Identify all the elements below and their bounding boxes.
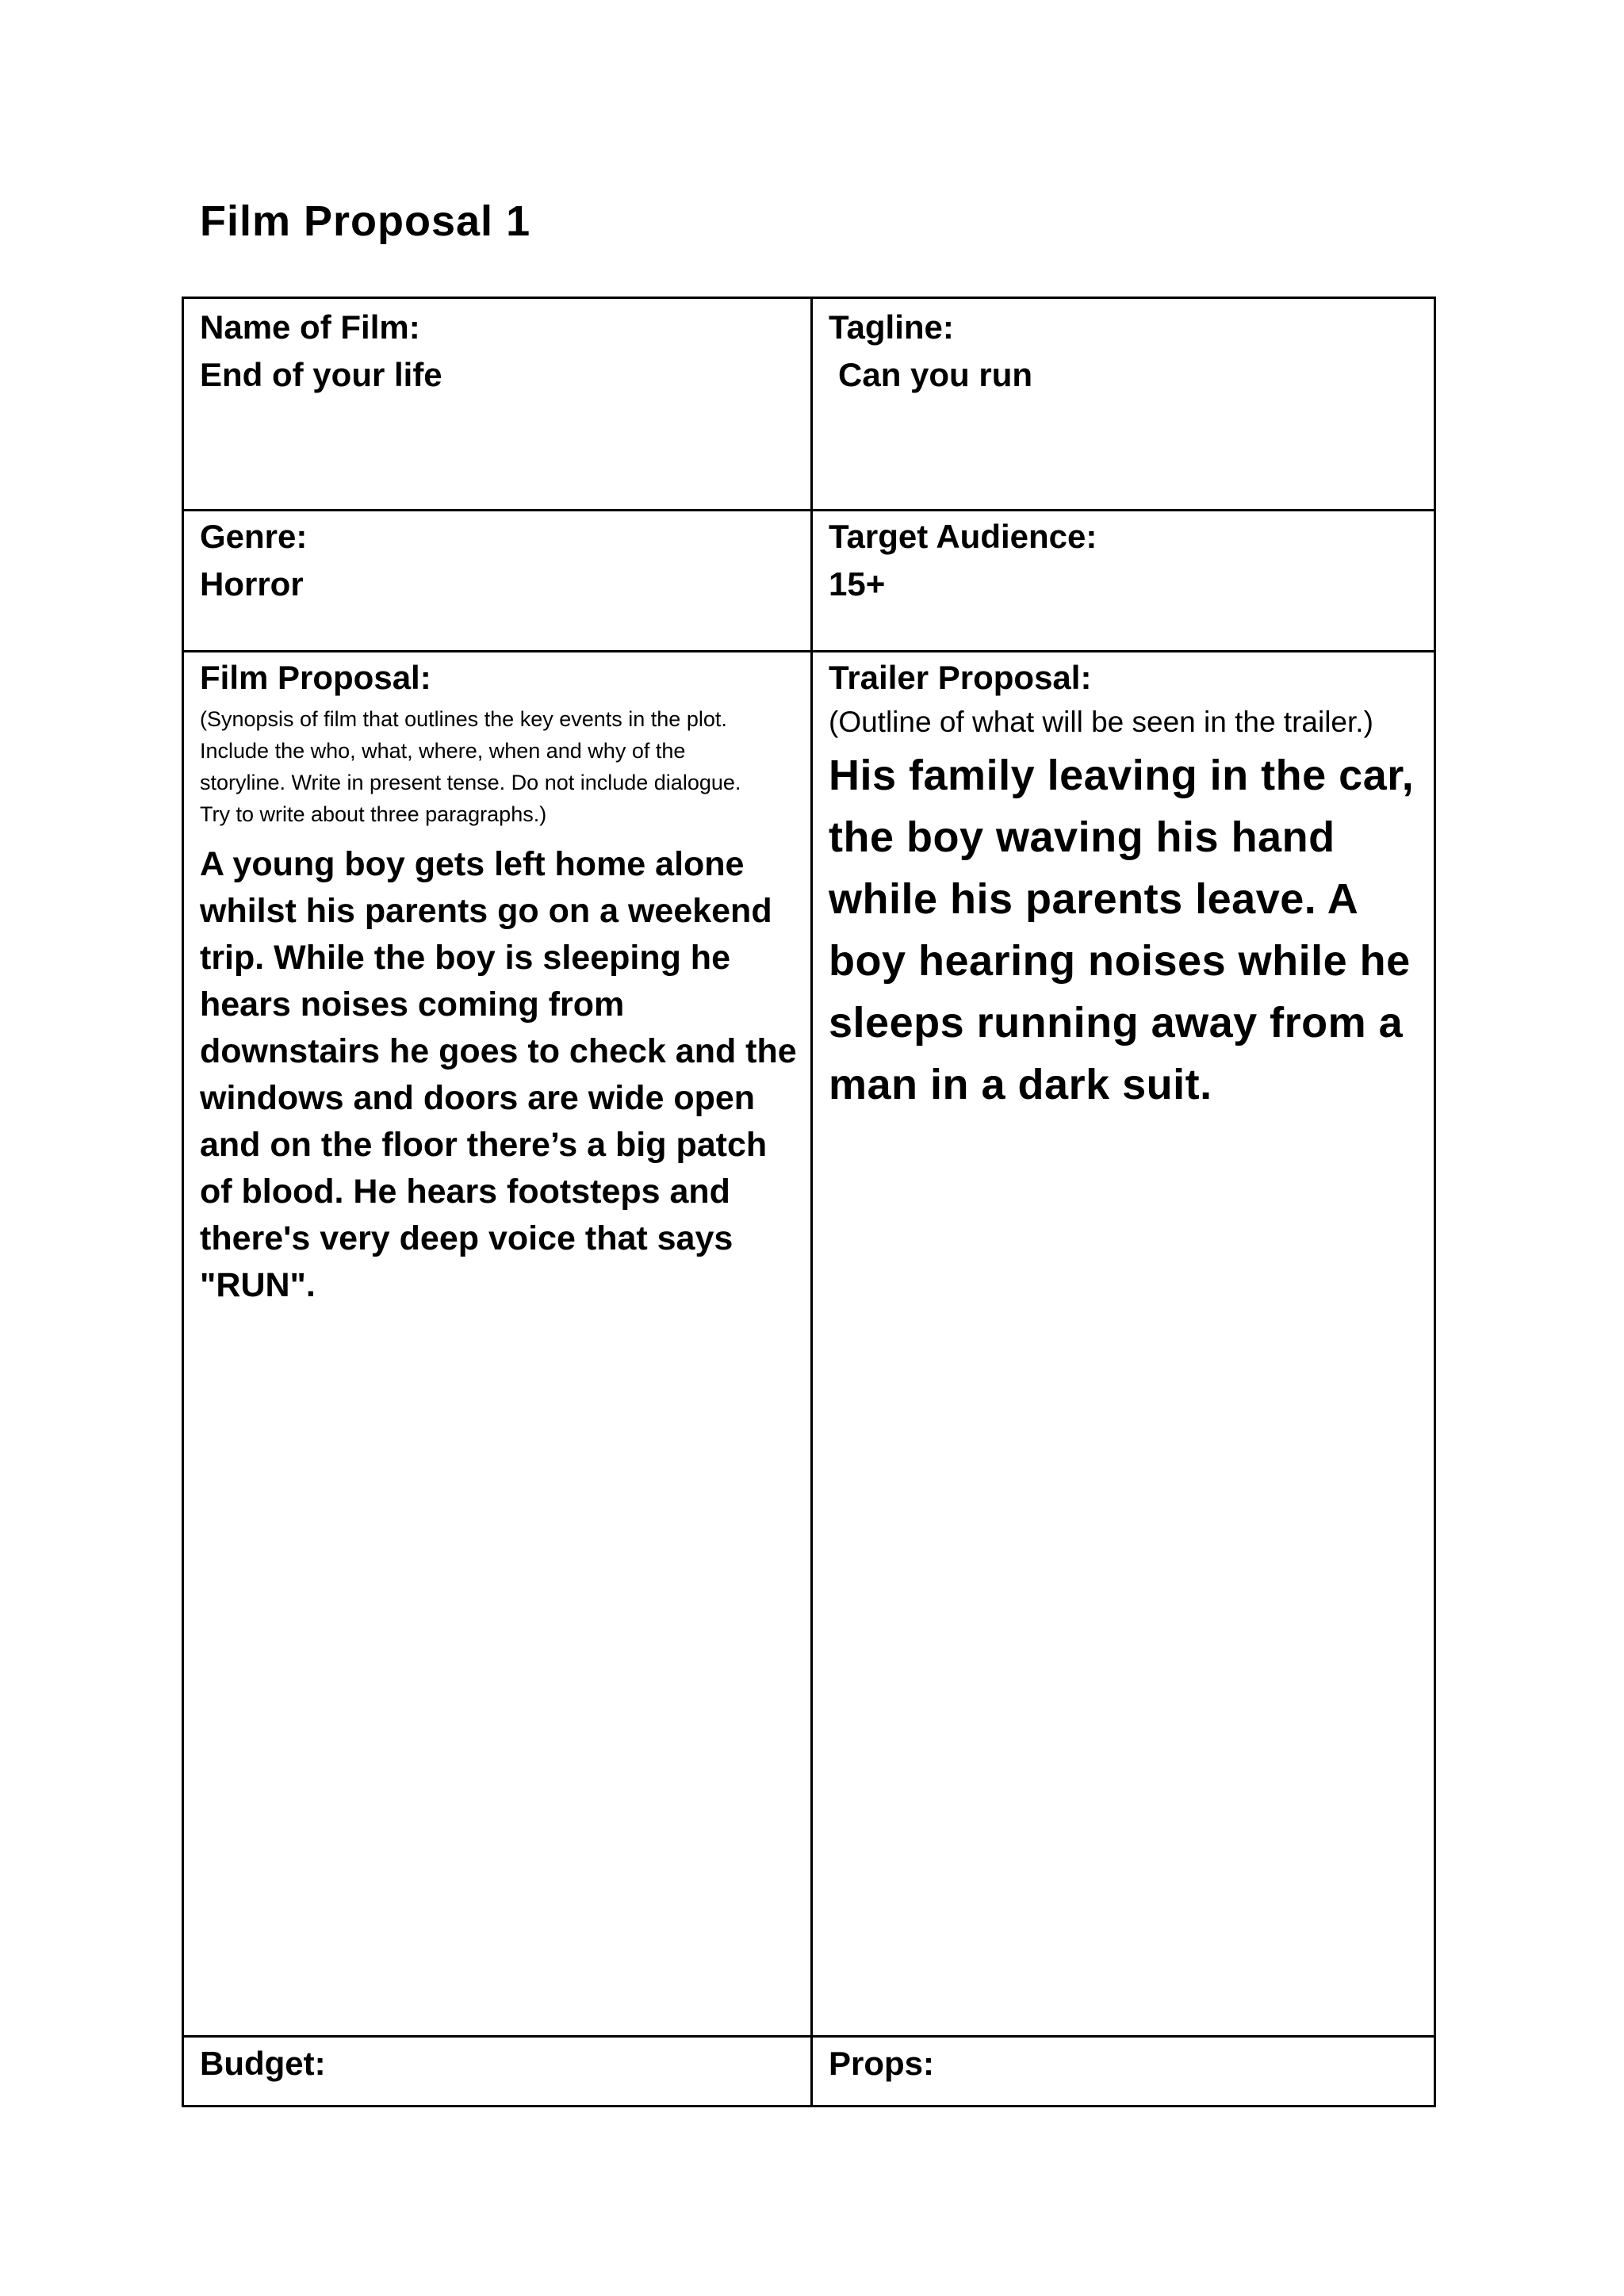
tagline-value: Can you run [838, 356, 1033, 393]
tagline-label: Tagline: [829, 308, 954, 346]
name-of-film-cell [200, 304, 802, 399]
target-audience-cell [829, 513, 1431, 608]
genre-cell [200, 513, 802, 608]
film-proposal-instructions: (Synopsis of film that outlines the key events in the plot. Include the who, what, where, when and why of the storyline. Write in present tense. Do not include dialogue. Try to write about three paragraphs.) [200, 707, 741, 826]
tagline-cell [829, 304, 1431, 399]
props-cell [829, 2040, 1431, 2087]
column-divider [810, 299, 813, 2105]
genre-label: Genre: [200, 518, 308, 555]
name-of-film-value: End of your life [200, 356, 442, 393]
row-divider [184, 509, 1434, 511]
film-proposal-cell [200, 654, 802, 1309]
budget-cell [200, 2040, 802, 2087]
film-proposal-label: Film Proposal: [200, 659, 431, 696]
target-audience-value: 15+ [829, 565, 886, 603]
name-of-film-label: Name of Film: [200, 308, 420, 346]
target-audience-label: Target Audience: [829, 518, 1097, 555]
row-divider [184, 2035, 1434, 2038]
proposal-form-table [182, 297, 1436, 2107]
budget-label: Budget: [200, 2045, 326, 2082]
film-proposal-synopsis: A young boy gets left home alone whilst his parents go on a weekend trip. While the boy is sleeping he hears noises coming from downstairs he goes to check and the windows and doors are wide open and on the floor there’s a big patch of blood. He hears footsteps and there's very deep voice that says "RUN". [200, 845, 797, 1304]
trailer-proposal-outline: His family leaving in the car, the boy waving his hand while his parents leave. A boy hearing noises while he sleeps running away from a man in a dark suit. [829, 752, 1415, 1108]
props-label: Props: [829, 2045, 935, 2082]
row-divider [184, 650, 1434, 652]
page-title: Film Proposal 1 [200, 197, 531, 245]
trailer-proposal-instructions: (Outline of what will be seen in the trailer.) [829, 706, 1373, 738]
genre-value: Horror [200, 565, 304, 603]
trailer-proposal-cell [829, 654, 1431, 1115]
trailer-proposal-label: Trailer Proposal: [829, 659, 1092, 696]
